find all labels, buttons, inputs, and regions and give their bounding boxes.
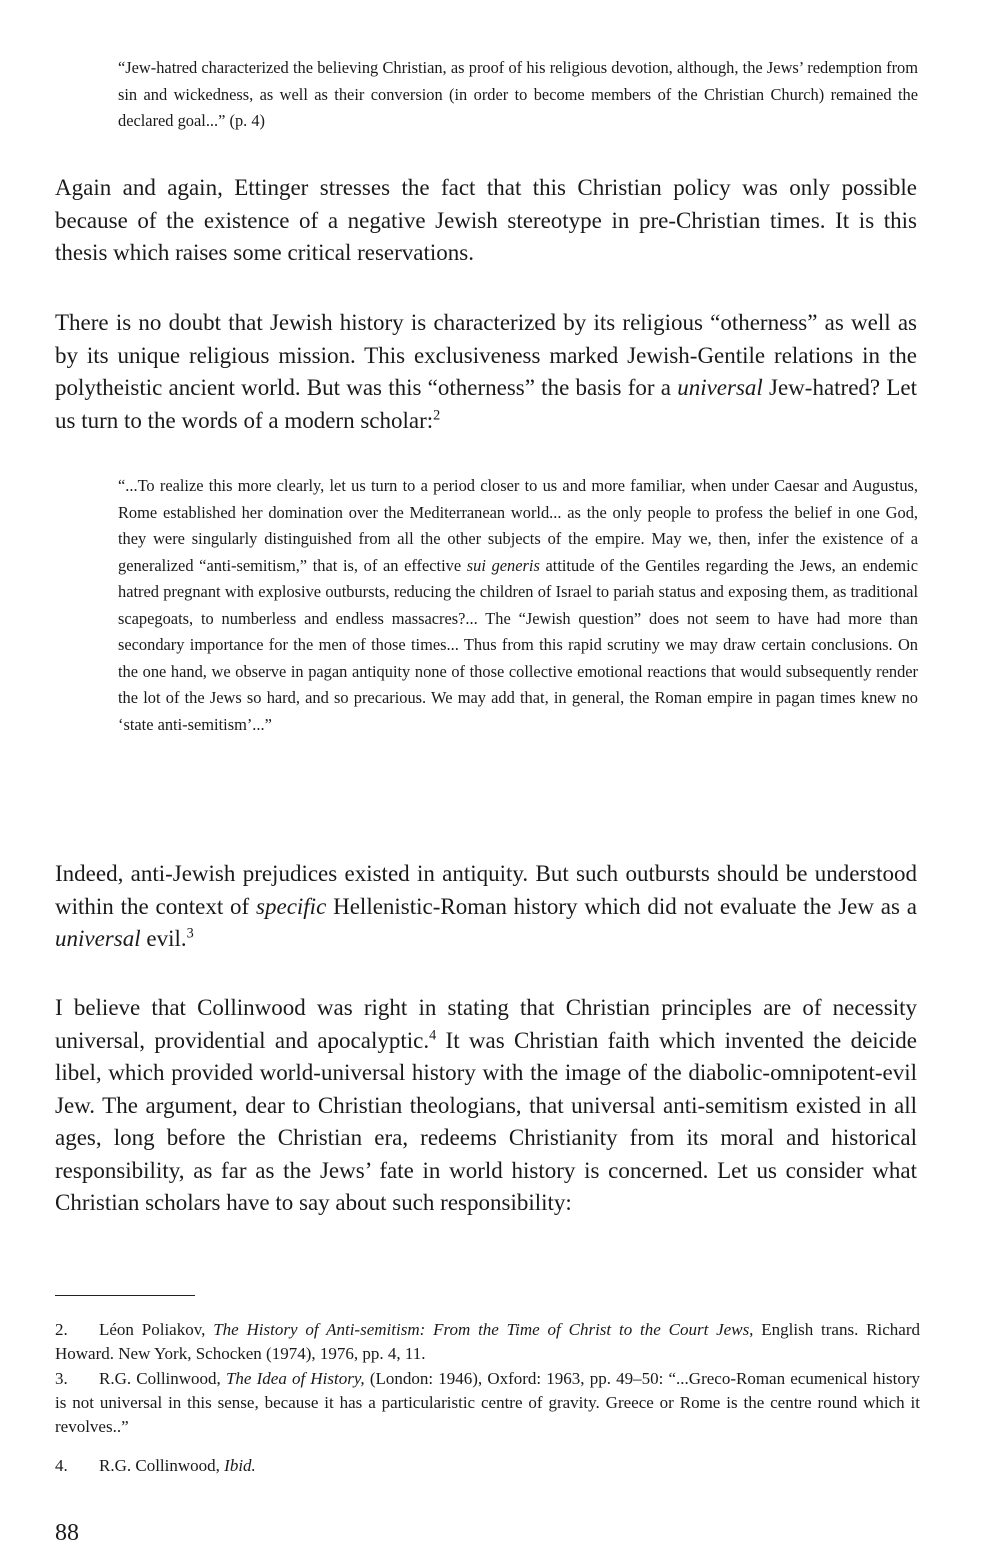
footnote-number: 3. xyxy=(55,1369,68,1388)
footnote-divider xyxy=(55,1295,195,1296)
footnote-text: English trans. Richard Howard. New York, Schocken (1974), 1976, pp. 4, 11. xyxy=(55,1320,920,1363)
paragraph-text: I believe that Collinwood was right in stating that Christian principles are of necessity universal, providential and apocalyptic. xyxy=(55,995,917,1053)
footnote-number: 4. xyxy=(55,1456,68,1475)
paragraph-otherness xyxy=(55,307,917,437)
italic-text: specific xyxy=(256,893,327,919)
paragraph-text: Jew-hatred? Let us turn to the words of a modern scholar: xyxy=(55,375,917,433)
footnote-3 xyxy=(55,1367,920,1439)
paragraph-text: It was Christian faith which invented the deicide libel, which provided world-universal history with the image of the diabolic-omnipotent-evil Jew. The argument, dear to Christian theologians, that universal anti-semitism existed in all ages, long before the Christian era, redeems Christianity from its moral and historical responsibility, as far as the Jews’ fate in world history is concerned. Let us consider what Christian scholars have to say about such responsibility: xyxy=(55,1027,917,1215)
footnote-text: (London: 1946), Oxford: 1963, pp. 49–50: “...Greco-Roman ecumenical history is not universal in this sense, because it has a particularistic centre of gravity. Greece or Rome is the centre round which it revolves..” xyxy=(55,1369,921,1436)
footnote-number: 2. xyxy=(55,1320,68,1339)
block-quote-poliakov xyxy=(118,473,918,738)
paragraph-text: Indeed, anti-Jewish prejudices existed in antiquity. But such outbursts should be understood within the context of xyxy=(55,861,917,919)
footnote-text: R.G. Collinwood, xyxy=(99,1456,225,1475)
paragraph-antiquity xyxy=(55,858,917,956)
footnote-ref-2: 2 xyxy=(433,406,441,423)
paragraph-text: There is no doubt that Jewish history is characterized by its religious “otherness” as well as by its unique religious mission. This exclusiveness marked Jewish-Gentile relations in the polytheistic ancient world. But was this “otherness” the basis for a xyxy=(55,310,917,400)
footnote-ref-3: 3 xyxy=(186,925,194,942)
footnote-2 xyxy=(55,1318,920,1366)
footnote-text: Léon Poliakov, xyxy=(99,1320,214,1339)
italic-text: universal xyxy=(677,375,763,400)
quote-text: attitude of the Gentiles regarding the Jews, an endemic hatred pregnant with explosive outbursts, reducing the children of Israel to pariah status and exposing them, as traditional scapegoats, to numberless and endless massacres?... The “Jewish question” does not seem to have had more than secondary importance for the men of those times... Thus from this rapid scrutiny we may draw certain conclusions. On the one hand, we observe in pagan antiquity none of those collective emotional reactions that would subsequently render the lot of the Jews so hard, and so precarious. We may add that, in general, the Roman empire in pagan times knew no ‘state anti-semitism’...” xyxy=(118,555,918,734)
italic-text: universal xyxy=(55,926,141,951)
footnote-text: R.G. Collinwood, xyxy=(99,1369,226,1388)
paragraph-text: Again and again, Ettinger stresses the fact that this Christian policy was only possible because of the existence of a negative Jewish stereotype in pre-Christian times. It is this thesis which raises some critical reservations. xyxy=(55,175,917,265)
footnote-ref-4: 4 xyxy=(429,1026,437,1043)
quote-text: “...To realize this more clearly, let us turn to a period closer to us and more familiar, when under Caesar and Augustus, Rome established her domination over the Mediterranean world... as the only people to profess the belief in one God, they were singularly distinguished from all the other subjects of the empire. May we, then, infer the existence of a generalized “anti-semitism,” that is, of an effective xyxy=(118,476,918,575)
quote-text: “Jew-hatred characterized the believing Christian, as proof of his religious devotion, although, the Jews’ redemption from sin and wickedness, as well as their conversion (in order to become members of the Christian Church) remained the declared goal...” (p. 4) xyxy=(118,58,918,130)
footnote-title: Ibid. xyxy=(224,1456,256,1475)
paragraph-ettinger-thesis xyxy=(55,172,917,270)
italic-text: sui generis xyxy=(466,555,540,575)
block-quote-ettinger xyxy=(118,55,918,135)
footnote-4 xyxy=(55,1454,920,1478)
footnote-title: The History of Anti-semitism: From the Time of Christ to the Court Jews, xyxy=(213,1320,754,1339)
paragraph-text: evil. xyxy=(140,926,187,951)
paragraph-collinwood xyxy=(55,992,917,1220)
footnote-title: The Idea of History, xyxy=(225,1369,365,1388)
paragraph-text: Hellenistic-Roman history which did not evaluate the Jew as a xyxy=(326,893,917,919)
page-number: 88 xyxy=(55,1520,79,1546)
